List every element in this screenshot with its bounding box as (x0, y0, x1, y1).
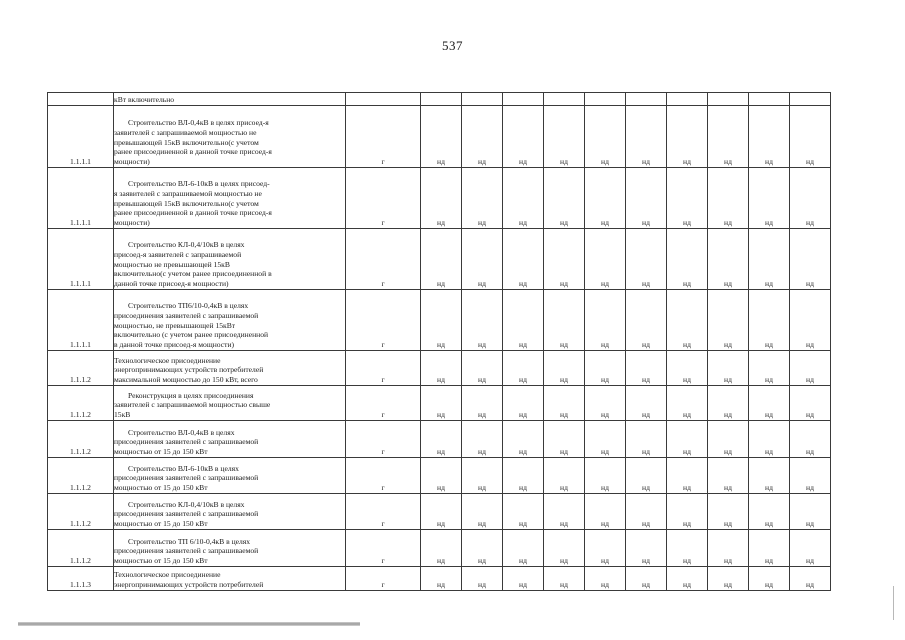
value-cell: нд (585, 567, 626, 591)
value-cell: нд (544, 421, 585, 458)
description-line: мощности) (114, 218, 150, 228)
description-line: мощностью от 15 до 150 кВт (114, 519, 208, 529)
value-cell: нд (749, 106, 790, 168)
value-cell: нд (544, 106, 585, 168)
value-cell: нд (503, 567, 544, 591)
value-cell: нд (790, 458, 831, 494)
value-cell: нд (749, 351, 790, 386)
description-line: энергопринимающих устройств потребителей (114, 365, 264, 375)
row-code: 1.1.1.3 (48, 567, 114, 591)
description-line: ранее присоединенной в данной точке присоед-я (114, 147, 272, 157)
value-cell: нд (667, 290, 708, 351)
row-unit (346, 93, 421, 106)
table-row (48, 386, 831, 421)
value-cell: нд (585, 106, 626, 168)
table-row (48, 458, 831, 494)
table-row (48, 421, 831, 458)
row-unit: г (346, 229, 421, 290)
description-line: превышающей 15кВ включительно(с учетом (114, 198, 259, 208)
row-unit: г (346, 386, 421, 421)
value-cell: нд (790, 351, 831, 386)
value-cell: нд (708, 421, 749, 458)
description-line: Строительство КЛ-0,4/10кВ в целях (128, 499, 245, 509)
value-cell: нд (749, 229, 790, 290)
value-cell: нд (462, 229, 503, 290)
description-line: Строительство ТП 6/10-0,4кВ в целях (128, 536, 251, 546)
value-cell: нд (749, 494, 790, 530)
row-code: 1.1.1.2 (48, 530, 114, 567)
description-line: превышающей 15кВ включительно(с учетом (114, 137, 259, 147)
value-cell: нд (462, 494, 503, 530)
value-cell: нд (421, 458, 462, 494)
value-cell: нд (585, 421, 626, 458)
description-line: Строительство ВЛ-0,4кВ в целях присоед-я (128, 118, 269, 128)
value-cell: нд (749, 530, 790, 567)
value-cell: нд (667, 458, 708, 494)
value-cell: нд (544, 567, 585, 591)
value-cell: нд (708, 168, 749, 229)
value-cell (749, 93, 790, 106)
value-cell: нд (421, 351, 462, 386)
description-line: мощностью от 15 до 150 кВт (114, 556, 208, 566)
value-cell (585, 93, 626, 106)
description-line: мощностью от 15 до 150 кВт (114, 483, 208, 493)
investment-table (47, 92, 831, 591)
value-cell (462, 93, 503, 106)
description-line: Строительство ВЛ-6-10кВ в целях присоед- (128, 179, 270, 189)
value-cell: нд (626, 351, 667, 386)
value-cell: нд (708, 106, 749, 168)
description-line: мощностью, не превышающей 15кВт (114, 320, 236, 330)
value-cell: нд (790, 168, 831, 229)
description-line: данной точке присоед-я мощности) (114, 279, 229, 289)
description-line: заявителей с запрашиваемой мощностью свыше (114, 400, 271, 410)
table-row (48, 530, 831, 567)
value-cell: нд (626, 168, 667, 229)
value-cell: нд (421, 494, 462, 530)
value-cell: нд (503, 290, 544, 351)
value-cell: нд (667, 530, 708, 567)
value-cell: нд (421, 290, 462, 351)
row-unit: г (346, 168, 421, 229)
description-line: присоединения заявителей с запрашиваемой (114, 473, 259, 483)
value-cell: нд (749, 458, 790, 494)
description-line: включительно(с учетом ранее присоединенной в (114, 269, 272, 279)
description-line: присоед-я заявителей с запрашиваемой (114, 249, 242, 259)
value-cell: нд (421, 530, 462, 567)
table-row (48, 93, 831, 106)
description-line: мощности) (114, 157, 150, 167)
value-cell: нд (462, 386, 503, 421)
value-cell: нд (503, 168, 544, 229)
value-cell: нд (503, 421, 544, 458)
value-cell: нд (421, 386, 462, 421)
value-cell: нд (585, 168, 626, 229)
value-cell: нд (790, 229, 831, 290)
value-cell: нд (585, 229, 626, 290)
row-code: 1.1.1.1 (48, 229, 114, 290)
row-description (114, 386, 346, 421)
description-line: Строительство ТП6/10-0,4кВ в целях (128, 301, 249, 311)
value-cell: нд (421, 421, 462, 458)
description-line: Строительство КЛ-0,4/10кВ в целях (128, 240, 245, 250)
value-cell: нд (626, 421, 667, 458)
value-cell: нд (667, 421, 708, 458)
description-line: Строительство ВЛ-6-10кВ в целях (128, 463, 239, 473)
value-cell: нд (626, 494, 667, 530)
row-description (114, 458, 346, 494)
value-cell: нд (708, 290, 749, 351)
description-line: Технологическое присоединение (114, 355, 221, 365)
row-description (114, 530, 346, 567)
value-cell: нд (790, 386, 831, 421)
table-row (48, 290, 831, 351)
row-code: 1.1.1.2 (48, 421, 114, 458)
value-cell: нд (544, 168, 585, 229)
row-unit: г (346, 494, 421, 530)
value-cell: нд (667, 106, 708, 168)
value-cell: нд (626, 567, 667, 591)
description-line: Строительство ВЛ-0,4кВ в целях (128, 427, 235, 437)
value-cell: нд (749, 567, 790, 591)
value-cell: нд (790, 567, 831, 591)
value-cell: нд (708, 386, 749, 421)
value-cell (503, 93, 544, 106)
value-cell: нд (708, 567, 749, 591)
table-row (48, 351, 831, 386)
value-cell: нд (749, 168, 790, 229)
row-description (114, 421, 346, 458)
value-cell (421, 93, 462, 106)
description-line: заявителей с запрашиваемой мощностью не (114, 127, 257, 137)
value-cell: нд (585, 458, 626, 494)
row-description (114, 290, 346, 351)
value-cell: нд (790, 290, 831, 351)
value-cell: нд (790, 494, 831, 530)
row-code (48, 93, 114, 106)
value-cell: нд (667, 229, 708, 290)
description-line: Технологическое присоединение (114, 570, 221, 580)
table-row (48, 106, 831, 168)
row-description (114, 494, 346, 530)
value-cell: нд (667, 386, 708, 421)
value-cell: нд (503, 386, 544, 421)
row-description (114, 168, 346, 229)
value-cell: нд (626, 106, 667, 168)
value-cell: нд (503, 351, 544, 386)
value-cell: нд (708, 494, 749, 530)
value-cell: нд (585, 290, 626, 351)
description-line: я заявителей с запрашиваемой мощностью не (114, 188, 262, 198)
description-line: мощностью не превышающей 15кВ (114, 259, 230, 269)
description-line: кВт включительно (114, 95, 175, 105)
description-line: энергопринимающих устройств потребителей (114, 580, 264, 590)
row-unit: г (346, 290, 421, 351)
value-cell: нд (503, 530, 544, 567)
value-cell (667, 93, 708, 106)
row-description (114, 351, 346, 386)
value-cell: нд (421, 229, 462, 290)
row-code: 1.1.1.2 (48, 351, 114, 386)
value-cell: нд (790, 421, 831, 458)
table-row (48, 567, 831, 591)
row-unit: г (346, 421, 421, 458)
value-cell: нд (503, 229, 544, 290)
value-cell: нд (421, 168, 462, 229)
table-body (48, 93, 831, 591)
value-cell (790, 93, 831, 106)
value-cell (708, 93, 749, 106)
value-cell: нд (667, 567, 708, 591)
value-cell: нд (626, 386, 667, 421)
description-line: мощностью от 15 до 150 кВт (114, 447, 208, 457)
value-cell: нд (503, 494, 544, 530)
table-row (48, 494, 831, 530)
value-cell: нд (790, 530, 831, 567)
table-row (48, 229, 831, 290)
value-cell: нд (585, 386, 626, 421)
description-line: включительно (с учетом ранее присоединенной (114, 330, 269, 340)
row-description (114, 229, 346, 290)
row-code: 1.1.1.1 (48, 106, 114, 168)
row-code: 1.1.1.2 (48, 386, 114, 421)
value-cell (544, 93, 585, 106)
description-line: ранее присоединенной в данной точке присоед-я (114, 208, 272, 218)
row-code: 1.1.1.1 (48, 168, 114, 229)
value-cell: нд (462, 458, 503, 494)
row-unit: г (346, 458, 421, 494)
value-cell: нд (749, 386, 790, 421)
description-line: 15кВ (114, 410, 131, 420)
value-cell: нд (626, 229, 667, 290)
value-cell: нд (667, 168, 708, 229)
value-cell: нд (708, 351, 749, 386)
table-row (48, 168, 831, 229)
value-cell: нд (462, 530, 503, 567)
value-cell: нд (626, 458, 667, 494)
description-line: в данной точке присоед-я мощности) (114, 340, 235, 350)
row-unit: г (346, 530, 421, 567)
row-unit: г (346, 106, 421, 168)
description-line: максимальной мощностью до 150 кВт, всего (114, 375, 258, 385)
value-cell: нд (667, 494, 708, 530)
value-cell: нд (503, 106, 544, 168)
value-cell: нд (544, 386, 585, 421)
margin-mark (893, 586, 894, 620)
row-description (114, 106, 346, 168)
value-cell: нд (585, 351, 626, 386)
value-cell: нд (749, 421, 790, 458)
row-unit: г (346, 351, 421, 386)
value-cell: нд (790, 106, 831, 168)
value-cell: нд (462, 351, 503, 386)
description-line: Реконструкция в целях присоединения (128, 390, 254, 400)
value-cell: нд (544, 351, 585, 386)
value-cell: нд (585, 530, 626, 567)
value-cell: нд (749, 290, 790, 351)
page-number: 537 (442, 38, 463, 53)
description-line: присоединения заявителей с запрашиваемой (114, 310, 259, 320)
value-cell: нд (626, 530, 667, 567)
value-cell: нд (667, 351, 708, 386)
scan-edge-line (18, 622, 360, 626)
description-line: присоединения заявителей с запрашиваемой (114, 437, 259, 447)
row-description (114, 567, 346, 591)
row-code: 1.1.1.2 (48, 458, 114, 494)
row-description (114, 93, 346, 106)
value-cell: нд (626, 290, 667, 351)
value-cell (626, 93, 667, 106)
value-cell: нд (421, 567, 462, 591)
value-cell: нд (462, 168, 503, 229)
description-line: присоединения заявителей с запрашиваемой (114, 546, 259, 556)
value-cell: нд (421, 106, 462, 168)
value-cell: нд (462, 421, 503, 458)
value-cell: нд (462, 290, 503, 351)
value-cell: нд (544, 290, 585, 351)
value-cell: нд (544, 229, 585, 290)
value-cell: нд (585, 494, 626, 530)
value-cell: нд (708, 229, 749, 290)
value-cell: нд (544, 458, 585, 494)
value-cell: нд (708, 530, 749, 567)
value-cell: нд (708, 458, 749, 494)
value-cell: нд (544, 494, 585, 530)
description-line: присоединения заявителей с запрашиваемой (114, 509, 259, 519)
value-cell: нд (462, 106, 503, 168)
row-unit: г (346, 567, 421, 591)
value-cell: нд (462, 567, 503, 591)
row-code: 1.1.1.2 (48, 494, 114, 530)
value-cell: нд (544, 530, 585, 567)
value-cell: нд (503, 458, 544, 494)
row-code: 1.1.1.1 (48, 290, 114, 351)
